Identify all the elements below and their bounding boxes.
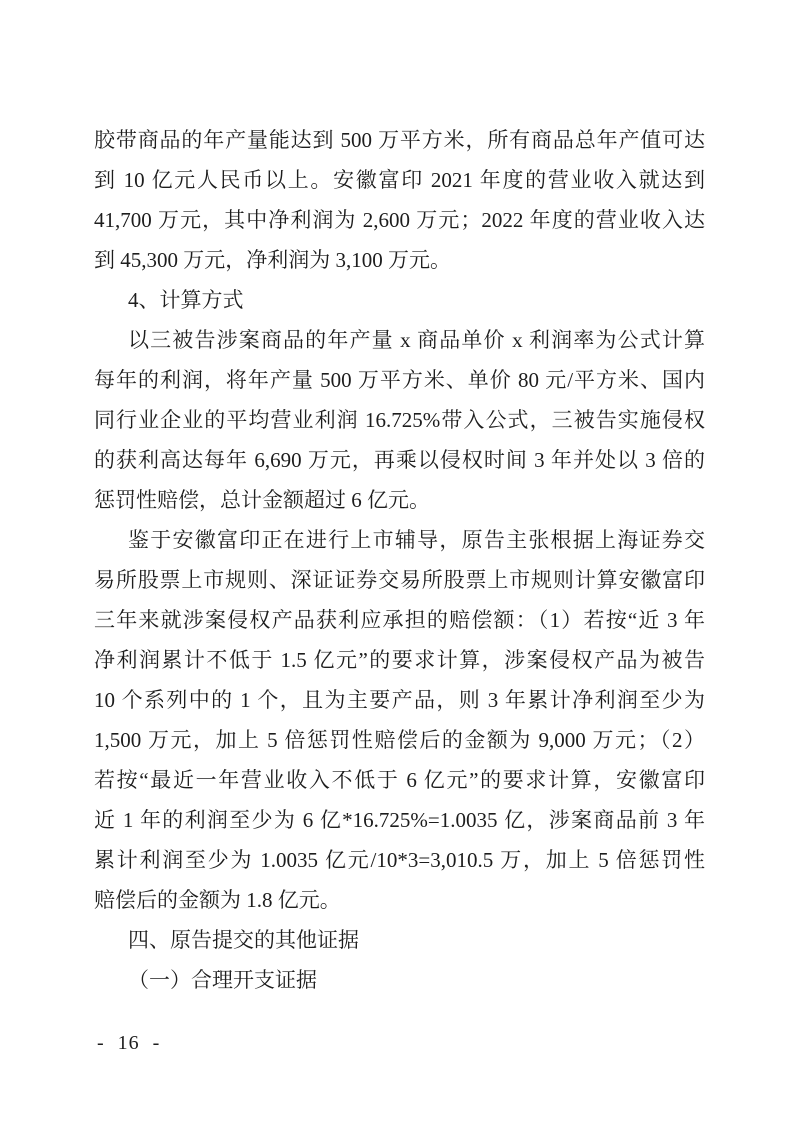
text-line: 同行业企业的平均营业利润 16.725%带入公式，三被告实施侵权 (94, 408, 705, 432)
section-heading: 4、计算方式 (128, 288, 244, 312)
text-line: 1,500 万元，加上 5 倍惩罚性赔偿后的金额为 9,000 万元；（2） (94, 728, 705, 752)
document-body (94, 120, 705, 1000)
text-line: 鉴于安徽富印正在进行上市辅导，原告主张根据上海证券交 (128, 528, 705, 552)
text-line: 净利润累计不低于 1.5 亿元”的要求计算，涉案侵权产品为被告 (94, 648, 705, 672)
text-line: 胶带商品的年产量能达到 500 万平方米，所有商品总年产值可达 (94, 128, 705, 152)
text-line: 近 1 年的利润至少为 6 亿*16.725%=1.0035 亿，涉案商品前 3 年 (94, 808, 705, 832)
text-line: 易所股票上市规则、深证证券交易所股票上市规则计算安徽富印 (94, 568, 705, 592)
section-heading: （一）合理开支证据 (128, 968, 317, 992)
page-number: - 16 - (97, 1032, 161, 1054)
text-line: 41,700 万元，其中净利润为 2,600 万元；2022 年度的营业收入达 (94, 208, 705, 232)
text-line: 的获利高达每年 6,690 万元，再乘以侵权时间 3 年并处以 3 倍的 (94, 448, 705, 472)
text-line: 若按“最近一年营业收入不低于 6 亿元”的要求计算，安徽富印 (94, 768, 705, 792)
text-line: 以三被告涉案商品的年产量 x 商品单价 x 利润率为公式计算 (128, 328, 705, 352)
text-line: 三年来就涉案侵权产品获利应承担的赔偿额：（1）若按“近 3 年 (94, 608, 705, 632)
section-heading: 四、原告提交的其他证据 (128, 928, 359, 952)
text-line: 10 个系列中的 1 个，且为主要产品，则 3 年累计净利润至少为 (94, 688, 705, 712)
text-line: 累计利润至少为 1.0035 亿元/10*3=3,010.5 万，加上 5 倍惩罚性 (94, 848, 705, 872)
text-line: 到 10 亿元人民币以上。安徽富印 2021 年度的营业收入就达到 (94, 168, 705, 192)
text-line: 惩罚性赔偿，总计金额超过 6 亿元。 (94, 488, 430, 512)
text-line: 到 45,300 万元，净利润为 3,100 万元。 (94, 248, 451, 272)
text-line: 赔偿后的金额为 1.8 亿元。 (94, 888, 341, 912)
text-line: 每年的利润，将年产量 500 万平方米、单价 80 元/平方米、国内 (94, 368, 705, 392)
